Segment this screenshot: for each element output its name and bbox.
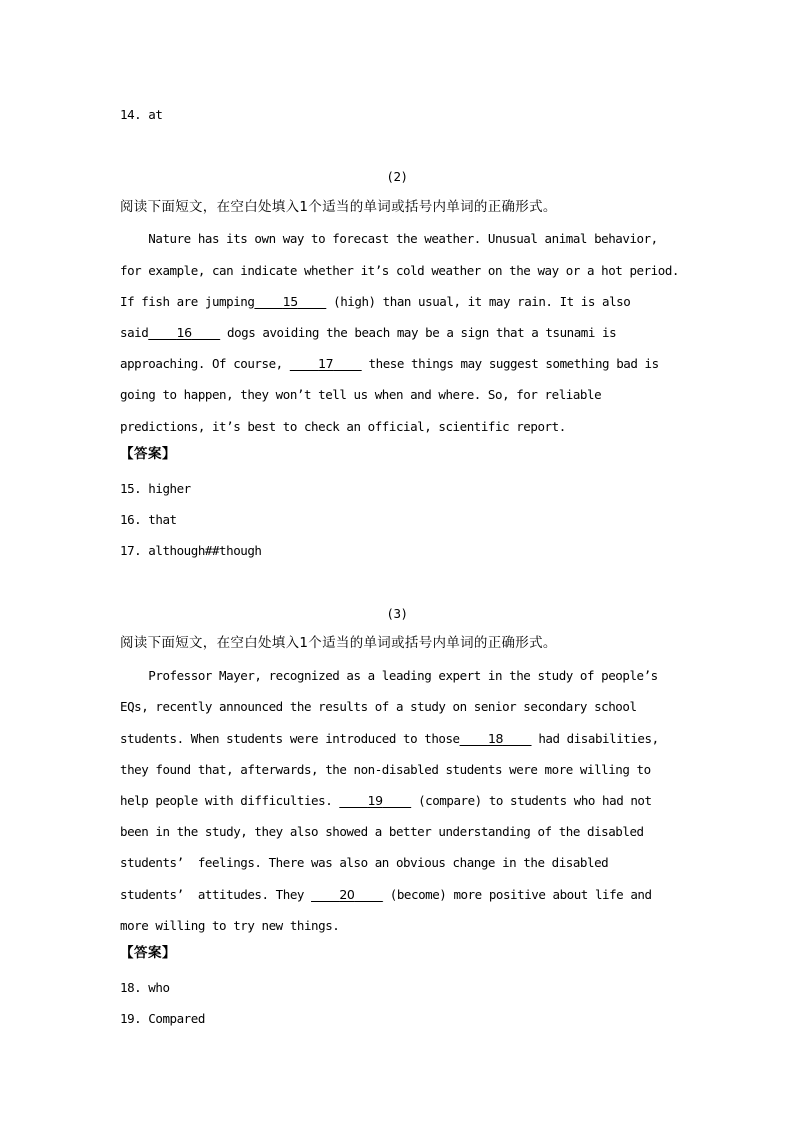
blank-pad: ____	[459, 731, 488, 746]
answer-17: 17. although##though	[120, 543, 262, 558]
text: been in the study, they also showed a better understanding of the disabled	[120, 824, 644, 839]
answer-16: 16. that	[120, 512, 177, 527]
blank-pad: ____	[297, 294, 327, 309]
section-3-line-6	[120, 824, 644, 840]
blank-18[interactable]	[460, 731, 532, 746]
section-3-line-1	[120, 668, 658, 684]
section-2-line-5	[120, 356, 659, 372]
blank-pad: ____	[148, 325, 177, 340]
previous-answer: 14. at	[120, 107, 163, 122]
blank-pad: ____	[333, 356, 362, 371]
blank-pad: ____	[382, 793, 411, 808]
blank-number: 16	[176, 325, 192, 340]
blank-pad: ____	[311, 887, 340, 902]
text: they found that, afterwards, the non-disabled students were more willing to	[120, 762, 651, 777]
section-2-line-3	[120, 294, 630, 310]
text: students’ attitudes. They	[120, 887, 312, 902]
text: for example, can indicate whether it’s cold weather on the way or a hot period.	[120, 263, 679, 278]
text: students’ feelings. There was also an obvious change in the disabled	[120, 855, 609, 870]
blank-pad: ____	[339, 793, 368, 808]
text: predictions, it’s best to check an official, scientific report.	[120, 419, 566, 434]
section-3-line-7	[120, 855, 608, 871]
text: dogs avoiding the beach may be a sign that a tsunami is	[219, 325, 617, 340]
section-2-answer-label: 【答案】	[120, 446, 176, 462]
blank-number: 19	[367, 793, 383, 808]
answer-19: 19. Compared	[120, 1011, 205, 1026]
text: had disabilities,	[531, 731, 659, 746]
blank-number: 17	[318, 356, 334, 371]
answer-18: 18. who	[120, 980, 170, 995]
blank-19[interactable]	[339, 793, 411, 808]
text: these things may suggest something bad is	[361, 356, 659, 371]
text: more willing to try new things.	[120, 918, 340, 933]
blank-16[interactable]	[148, 325, 220, 340]
text: approaching. Of course,	[120, 356, 290, 371]
blank-20[interactable]	[311, 887, 383, 902]
section-2-line-7	[120, 419, 566, 435]
section-3-line-4	[120, 762, 651, 778]
blank-17[interactable]	[290, 356, 362, 371]
section-3-line-9	[120, 918, 339, 934]
text: said	[120, 325, 149, 340]
section-3-line-8	[120, 887, 652, 903]
blank-pad: ____	[254, 294, 283, 309]
text: EQs, recently announced the results of a study on senior secondary school	[120, 699, 637, 714]
text: Professor Mayer, recognized as a leading expert in the study of people’s	[120, 668, 658, 683]
section-3-answer-label: 【答案】	[120, 945, 176, 961]
section-2-heading: (2)	[386, 169, 408, 184]
blank-number: 18	[487, 731, 503, 746]
text: students. When students were introduced to those	[120, 731, 460, 746]
section-2-instruction: 阅读下面短文，在空白处填入1个适当的单词或括号内单词的正确形式。	[120, 199, 557, 215]
text: (become) more positive about life and	[382, 887, 652, 902]
section-2-line-6	[120, 387, 601, 403]
text: (compare) to students who had not	[411, 793, 652, 808]
blank-pad: ____	[502, 731, 532, 746]
blank-number: 20	[339, 887, 355, 902]
text: Nature has its own way to forecast the weather. Unusual animal behavior,	[120, 231, 658, 246]
section-3-line-3	[120, 731, 659, 747]
blank-15[interactable]	[254, 294, 326, 309]
section-2-line-1	[120, 231, 658, 247]
text: (high) than usual, it may rain. It is also	[326, 294, 631, 309]
section-3-line-5	[120, 793, 652, 809]
section-2-line-2	[120, 263, 679, 279]
section-3-heading: (3)	[386, 606, 408, 621]
section-3-line-2	[120, 699, 637, 715]
blank-pad: ____	[289, 356, 319, 371]
blank-pad: ____	[191, 325, 220, 340]
text: If fish are jumping	[120, 294, 255, 309]
text: help people with difficulties.	[120, 793, 340, 808]
blank-number: 15	[282, 294, 298, 309]
answer-15: 15. higher	[120, 481, 191, 496]
text: going to happen, they won’t tell us when and where. So, for reliable	[120, 387, 602, 402]
section-3-instruction: 阅读下面短文，在空白处填入1个适当的单词或括号内单词的正确形式。	[120, 635, 557, 651]
blank-pad: ____	[354, 887, 383, 902]
section-2-line-4	[120, 325, 616, 341]
